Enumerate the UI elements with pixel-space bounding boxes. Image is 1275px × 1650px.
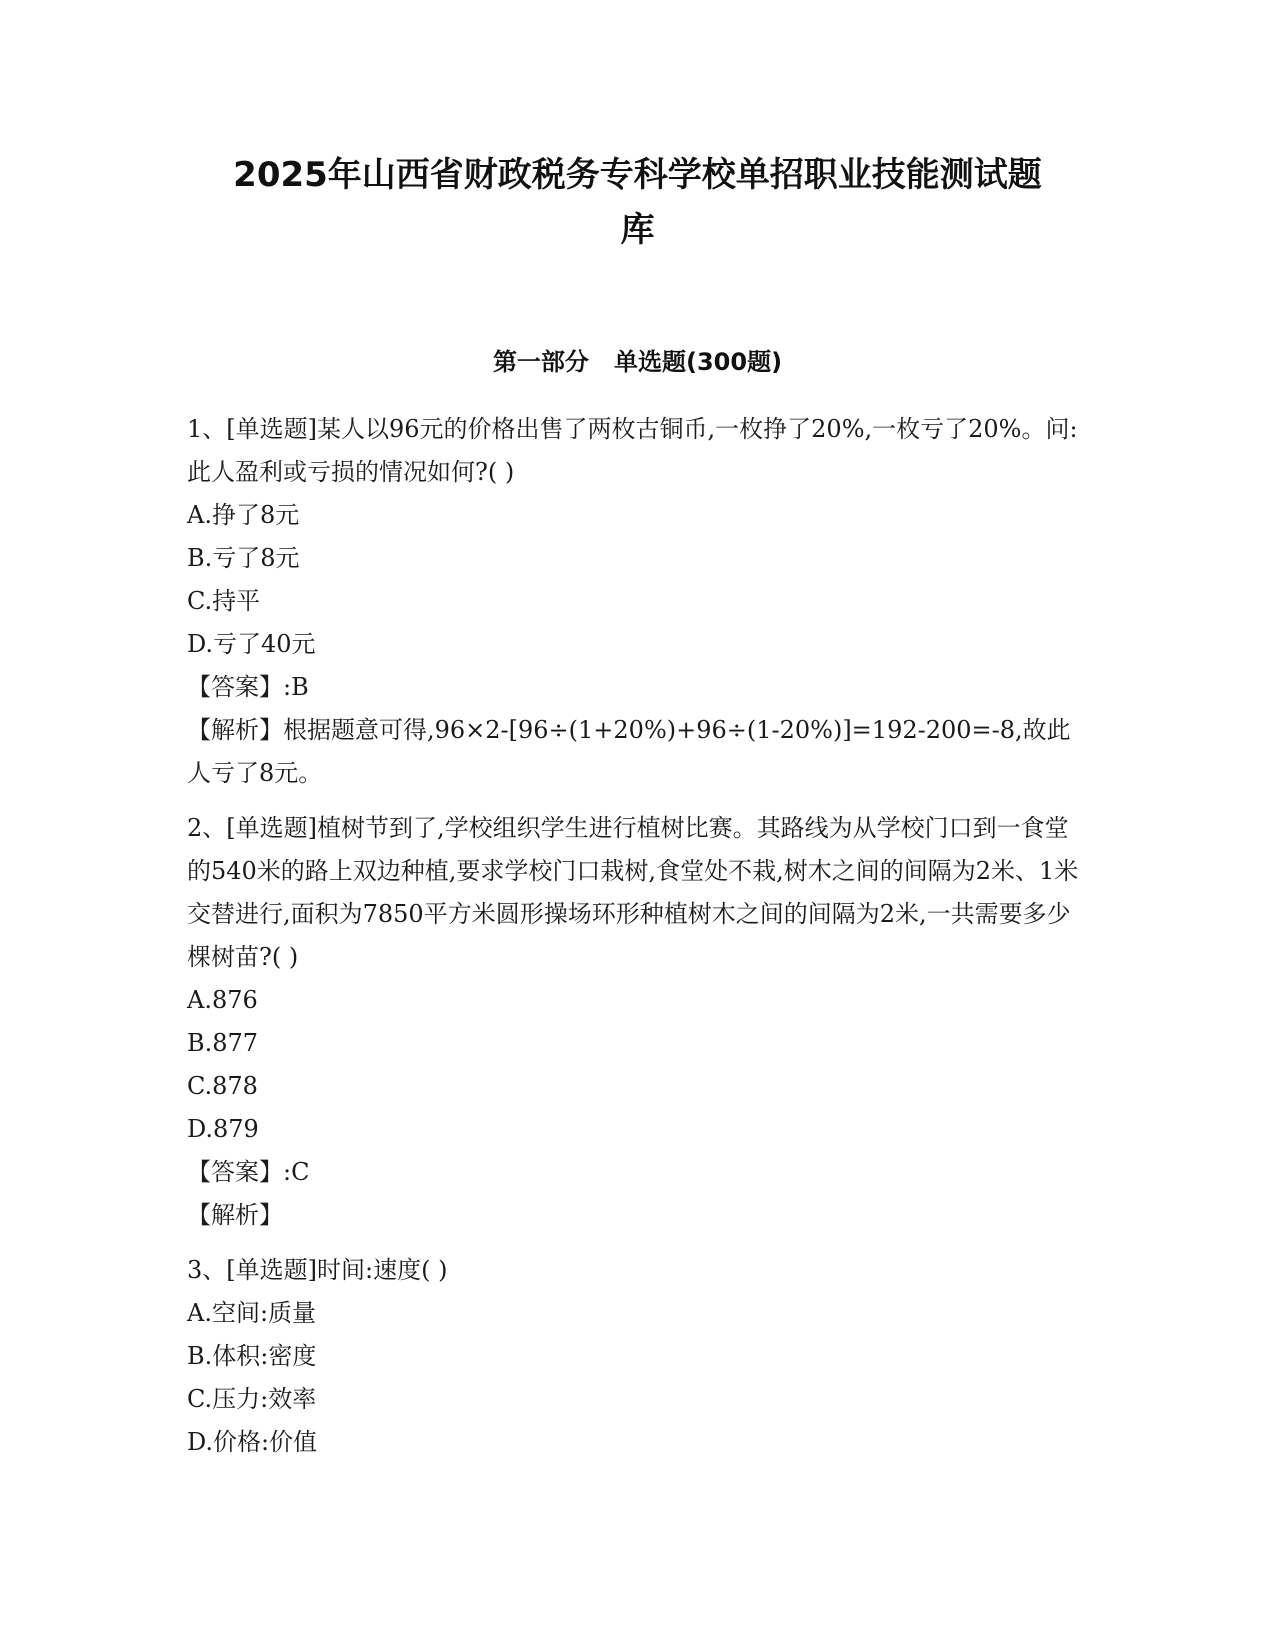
document-title-line2: 库 <box>620 210 655 250</box>
section-title: 第一部分 单选题(300题) <box>492 348 783 376</box>
option-d: D.亏了40元 <box>187 630 316 658</box>
question-stem: 2、[单选题]植树节到了,学校组织学生进行植树比赛。其路线为从学校门口到一食堂的540米的路上双边种植,要求学校门口栽树,食堂处不栽,树木之间的间隔为2米、1米交替进行,面积为7850平方米圆形操场环形种植树木之间的间隔为2米,一共需要多少棵树苗?( ) <box>187 814 1079 971</box>
document-title <box>180 148 1095 258</box>
analysis-line: 【解析】根据题意可得,96×2-[96÷(1+20%)+96÷(1-20%)]=192-200=-8,故此人亏了8元。 <box>187 716 1071 787</box>
option-a: A.挣了8元 <box>187 501 300 529</box>
document-title-line1: 2025年山西省财政税务专科学校单招职业技能测试题 <box>233 155 1042 195</box>
option-b: B.877 <box>187 1029 259 1057</box>
question-1 <box>187 408 1087 795</box>
option-d: D.879 <box>187 1115 259 1143</box>
option-a: A.空间:质量 <box>187 1299 317 1327</box>
option-c: C.压力:效率 <box>187 1385 317 1413</box>
option-c: C.878 <box>187 1072 258 1100</box>
question-list <box>187 408 1087 1476</box>
option-d: D.价格:价值 <box>187 1428 318 1456</box>
answer-line: 【答案】:C <box>187 1158 310 1186</box>
question-stem: 3、[单选题]时间:速度( ) <box>187 1256 448 1284</box>
question-3 <box>187 1249 1087 1464</box>
option-c: C.持平 <box>187 587 261 615</box>
answer-line: 【答案】:B <box>187 673 309 701</box>
analysis-line: 【解析】 <box>187 1201 283 1229</box>
option-b: B.体积:密度 <box>187 1342 317 1370</box>
option-b: B.亏了8元 <box>187 544 300 572</box>
question-2 <box>187 807 1087 1237</box>
question-stem: 1、[单选题]某人以96元的价格出售了两枚古铜币,一枚挣了20%,一枚亏了20%。问:此人盈利或亏损的情况如何?( ) <box>187 415 1078 486</box>
option-a: A.876 <box>187 986 258 1014</box>
